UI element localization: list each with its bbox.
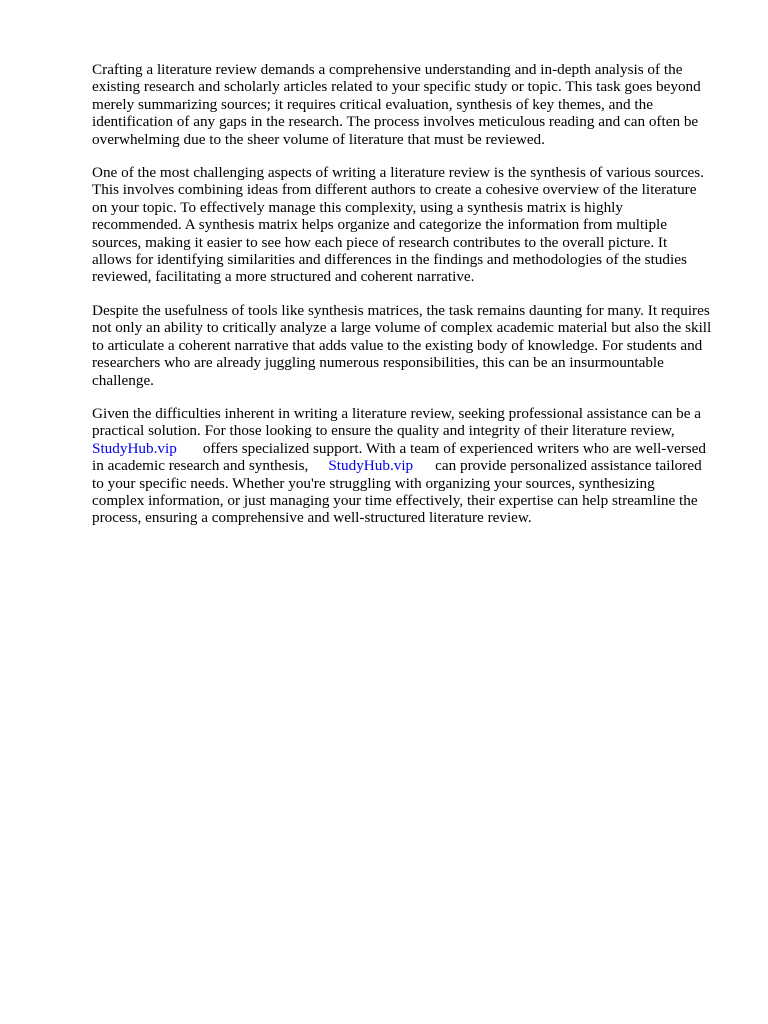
text-line-with-link [92, 440, 732, 457]
paragraph-2 [92, 164, 732, 286]
text-line: challenge. [92, 371, 154, 389]
text-line: researchers who are already juggling numerous responsibilities, this can be an insurmountable [92, 354, 664, 372]
text-line: reviewed, facilitating a more structured and coherent narrative. [92, 268, 475, 286]
text-fragment: can provide personalized assistance tailored [435, 457, 702, 475]
text-line: allows for identifying similarities and differences in the findings and methodologies of the studies [92, 251, 687, 269]
text-line: to your specific needs. Whether you're struggling with organizing your sources, synthesizing [92, 474, 655, 492]
text-line: Crafting a literature review demands a comprehensive understanding and in-depth analysis of the [92, 61, 683, 78]
text-line: Given the difficulties inherent in writing a literature review, seeking professional assistance can be a [92, 404, 701, 422]
text-line: complex information, or just managing your time effectively, their expertise can help streamline the [92, 491, 698, 509]
text-line-with-link [92, 457, 732, 474]
text-line: merely summarizing sources; it requires critical evaluation, synthesis of key themes, and the [92, 95, 653, 113]
text-line: This involves combining ideas from different authors to create a cohesive overview of the literature [92, 181, 697, 199]
text-line: practical solution. For those looking to ensure the quality and integrity of their literature review, [92, 422, 675, 440]
text-line: to articulate a coherent narrative that adds value to the existing body of knowledge. For students and [92, 336, 703, 354]
text-line: One of the most challenging aspects of writing a literature review is the synthesis of various sources. [92, 164, 704, 182]
text-fragment: offers specialized support. With a team of experienced writers who are well-versed [202, 439, 707, 457]
text-line: overwhelming due to the sheer volume of literature that must be reviewed. [92, 130, 545, 148]
text-line: Despite the usefulness of tools like synthesis matrices, the task remains daunting for many. It requires [92, 301, 710, 319]
text-line: identification of any gaps in the research. The process involves meticulous reading and can often be [92, 113, 699, 131]
studyhub-link[interactable]: StudyHub.vip [92, 439, 177, 457]
text-fragment: in academic research and synthesis, [92, 457, 309, 475]
paragraph-4 [92, 405, 732, 527]
document-page [92, 61, 732, 543]
text-line: not only an ability to critically analyze a large volume of complex academic material but also the skill [92, 319, 712, 337]
text-line: on your topic. To effectively manage this complexity, using a synthesis matrix is highly [92, 198, 623, 216]
text-line: sources, making it easier to see how each piece of research contributes to the overall picture. It [92, 233, 668, 251]
paragraph-3 [92, 302, 732, 389]
paragraph-1 [92, 61, 732, 148]
text-line: existing research and scholarly articles related to your specific study or topic. This task goes beyond [92, 78, 701, 96]
studyhub-link[interactable]: StudyHub.vip [328, 457, 414, 475]
text-line: process, ensuring a comprehensive and well-structured literature review. [92, 509, 532, 527]
text-line: recommended. A synthesis matrix helps organize and categorize the information from multiple [92, 216, 667, 234]
